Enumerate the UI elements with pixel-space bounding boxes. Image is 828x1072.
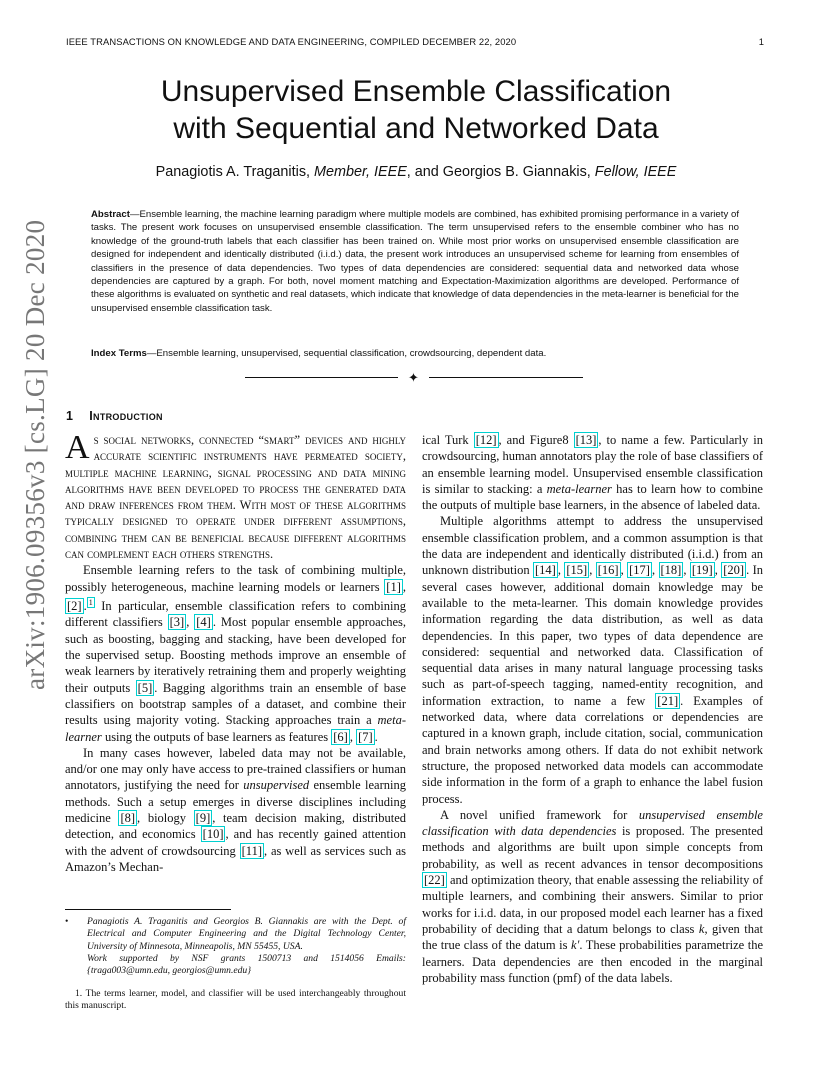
paper-title <box>66 73 766 147</box>
bullet-icon: • <box>65 916 69 927</box>
citation-link[interactable]: [2] <box>67 599 82 614</box>
citation-link[interactable]: [18] <box>660 563 682 578</box>
citation-link[interactable]: [19] <box>691 563 713 578</box>
citation-link[interactable]: [13] <box>575 433 597 447</box>
citation-link[interactable]: [16] <box>597 563 619 578</box>
citation-link[interactable]: [6] <box>333 729 348 744</box>
footnote-link[interactable]: 1 <box>88 597 93 607</box>
citation-link[interactable]: [21] <box>657 693 679 708</box>
footnote-rule <box>65 909 231 910</box>
abstract-label: Abstract <box>91 209 130 220</box>
paragraph: Multiple algorithms attempt to address the unsupervised ensemble classification problem, and a common assumption is that the data are independent and identically distributed (i.i.d.) from an unknown distribution [14] , [15] , [16] , [17] , [18] , [19] , [20] . In several cases however, additional domain knowledge may be available to the meta-learner. This domain knowledge provides information regarding the data distribution, as well as data dependencies. In this paper, two types of data dependence are considered: sequential and networked data. Classification of sequential data arises in many natural language processing tasks such as part-of-speech tagging, named-entity recognition, and information extraction, to name a few [21] . Examples of networked data, where data correlations or dependencies are captured in a known graph, include citation, social, communication and brain networks among others. If data do not exhibit network structure, the proposed networked data models can accommodate side information in the form of a graph to enhance the label fusion process. <box>422 514 764 806</box>
drop-cap: A <box>65 429 90 466</box>
citation-link[interactable]: [8] <box>120 810 136 825</box>
author-1-role: Member, IEEE <box>314 164 407 180</box>
affiliation-text: Panagiotis A. Traganitis and Georgios B. Giannakis are with the Dept. of Electrical and Computer Engineering and the Digital Technology Center, University of Minnesota, Minneapolis, MN 55455, USA. Work supported by NSF grants 1500713 and 1514056 Emails: {traga003@umn.edu, georgios@umn.edu} <box>87 916 406 977</box>
paragraph: As social networks, connected “smart” devices and highly accurate scientific instruments have permeated society, multiple machine learning, signal processing and data mining algorithms have been developed to process the generated data and draw inferences from them. With most of these algorithms typically designed to operate under different assumptions, combining them can be beneficial because different algorithms can complement each others strengths. <box>65 429 406 562</box>
arxiv-stamp: arXiv:1906.09356v3 [cs.LG] 20 Dec 2020 <box>20 219 50 690</box>
citation-link[interactable]: [11] <box>241 843 262 858</box>
page-number: 1 <box>758 36 764 47</box>
footnote-1: 1. The terms learner, model, and classifier will be used interchangeably throughout this manuscript. <box>65 988 406 1012</box>
index-terms-label: Index Terms <box>91 348 147 359</box>
citation-link[interactable]: [9] <box>195 810 211 825</box>
citation-link[interactable]: [17] <box>629 563 650 578</box>
right-column <box>422 432 763 986</box>
citation-link[interactable]: [14] <box>535 563 556 578</box>
citation-link[interactable]: [15] <box>566 563 588 578</box>
citation-link[interactable]: [20] <box>723 563 745 578</box>
paragraph: Ensemble learning refers to the task of combining multiple, possibly heterogeneous, machine learning models or learners [1] , [2] . $^1$ In particular, ensemble classification refers to combining different classifiers [3] , [4] . Most popular ensemble approaches, such as boosting, bagging and stacking, have been developed for the supervised setup. Boosting methods improve an ensemble of weak learners by iteratively retraining them and properly weighting their outputs [5] . Bagging algorithms train an ensemble of base classifiers on bootstrap samples of a dataset, and combine their results using majority voting. Stacking approaches train a meta-learner using the outputs of base learners as features [6] , [7] . <box>65 563 407 744</box>
citation-link[interactable]: [22] <box>424 873 445 888</box>
separator-line-left <box>245 377 398 378</box>
citation-link[interactable]: [12] <box>475 433 497 447</box>
author-2-role: Fellow, IEEE <box>594 164 677 180</box>
index-terms <box>91 347 739 360</box>
citation-link[interactable]: [10] <box>202 827 224 842</box>
index-terms-text: —Ensemble learning, unsupervised, sequential classification, crowdsourcing, dependent data. <box>146 348 547 359</box>
title-line-2: with Sequential and Networked Data <box>173 112 659 145</box>
abstract <box>91 208 739 315</box>
paragraph: A novel unified framework for unsupervised ensemble classification with data dependencies is proposed. The presented methods and algorithms are built upon simple concepts from probability, as well as recent advances in tensor decompositions [22] and optimization theory, that enable assessing the reliability of multiple learners, and combining their answers. Similar to prior works for i.i.d. data, in our proposed model each learner has a fixed probability of deciding that a datum belongs to class k, given that the true class of the datum is k′. These probabilities parametrize the learners. Data dependencies are then encoded in the marginal probability mass function (pmf) of the data labels. <box>422 807 764 985</box>
separator-line-right <box>429 377 583 378</box>
affiliation-footnote <box>65 916 406 977</box>
paragraph: In many cases however, labeled data may not be available, and/or one may only have access to pre-trained classifiers or human annotators, justifying the need for unsupervised ensemble learning methods. Such a setup emerges in diverse disciplines including medicine [8] , biology [9] , team decision making, distributed detection, and economics [10] , and has recently gained attention with the advent of crowdsourcing [11] , as well as services such as Amazon’s Mechan- <box>65 745 406 874</box>
section-title: Introduction <box>89 409 163 423</box>
title-line-1: Unsupervised Ensemble Classification <box>160 75 672 108</box>
citation-link[interactable]: [7] <box>358 729 373 744</box>
diamond-icon: ✦ <box>408 370 419 385</box>
citation-link[interactable]: [5] <box>137 680 153 695</box>
running-header: IEEE TRANSACTIONS ON KNOWLEDGE AND DATA ENGINEERING, COMPILED DECEMBER 22, 2020 <box>66 36 517 47</box>
left-column <box>65 429 407 875</box>
citation-link[interactable]: [1] <box>386 579 401 594</box>
author-1: Panagiotis A. Traganitis, <box>155 164 315 180</box>
section-heading <box>66 409 163 423</box>
citation-link[interactable]: [4] <box>196 615 211 630</box>
section-number: 1 <box>66 409 74 423</box>
citation-link[interactable]: [3] <box>169 615 185 630</box>
abstract-text: —Ensemble learning, the machine learning paradigm where multiple models are combined, has exhibited promising performance in a variety of tasks. The present work focuses on unsupervised ensemble classification. The term unsupervised refers to the ensemble combiner who has no knowledge of the ground-truth labels that each classifier has been trained on. While most prior works on unsupervised ensemble classification are designed for independent and identically distributed (i.i.d.) data, the present work introduces an unsupervised scheme for learning from ensembles of classifiers in the presence of data dependencies. Two types of data dependencies are considered: sequential data and networked data whose dependencies are captured by a graph. For both, novel moment matching and Expectation-Maximization algorithms are developed. Performance of these algorithms is evaluated on synthetic and real datasets, which indicate that knowledge of data dependencies in the meta-learner is beneficial for the unsupervised ensemble classification task. <box>91 209 739 314</box>
author-joiner: , and Georgios B. Giannakis, <box>406 164 595 180</box>
section-separator <box>245 370 585 385</box>
paragraph: ical Turk [12] , and Figure8 [13] , to name a few. Particularly in crowdsourcing, human annotators play the role of base classifiers of an ensemble learning model. Unsupervised ensemble classification is similar to stacking: a meta-learner has to learn how to combine the outputs of multiple base learners, in the absence of labeled data. <box>422 433 763 513</box>
author-line <box>66 164 766 180</box>
